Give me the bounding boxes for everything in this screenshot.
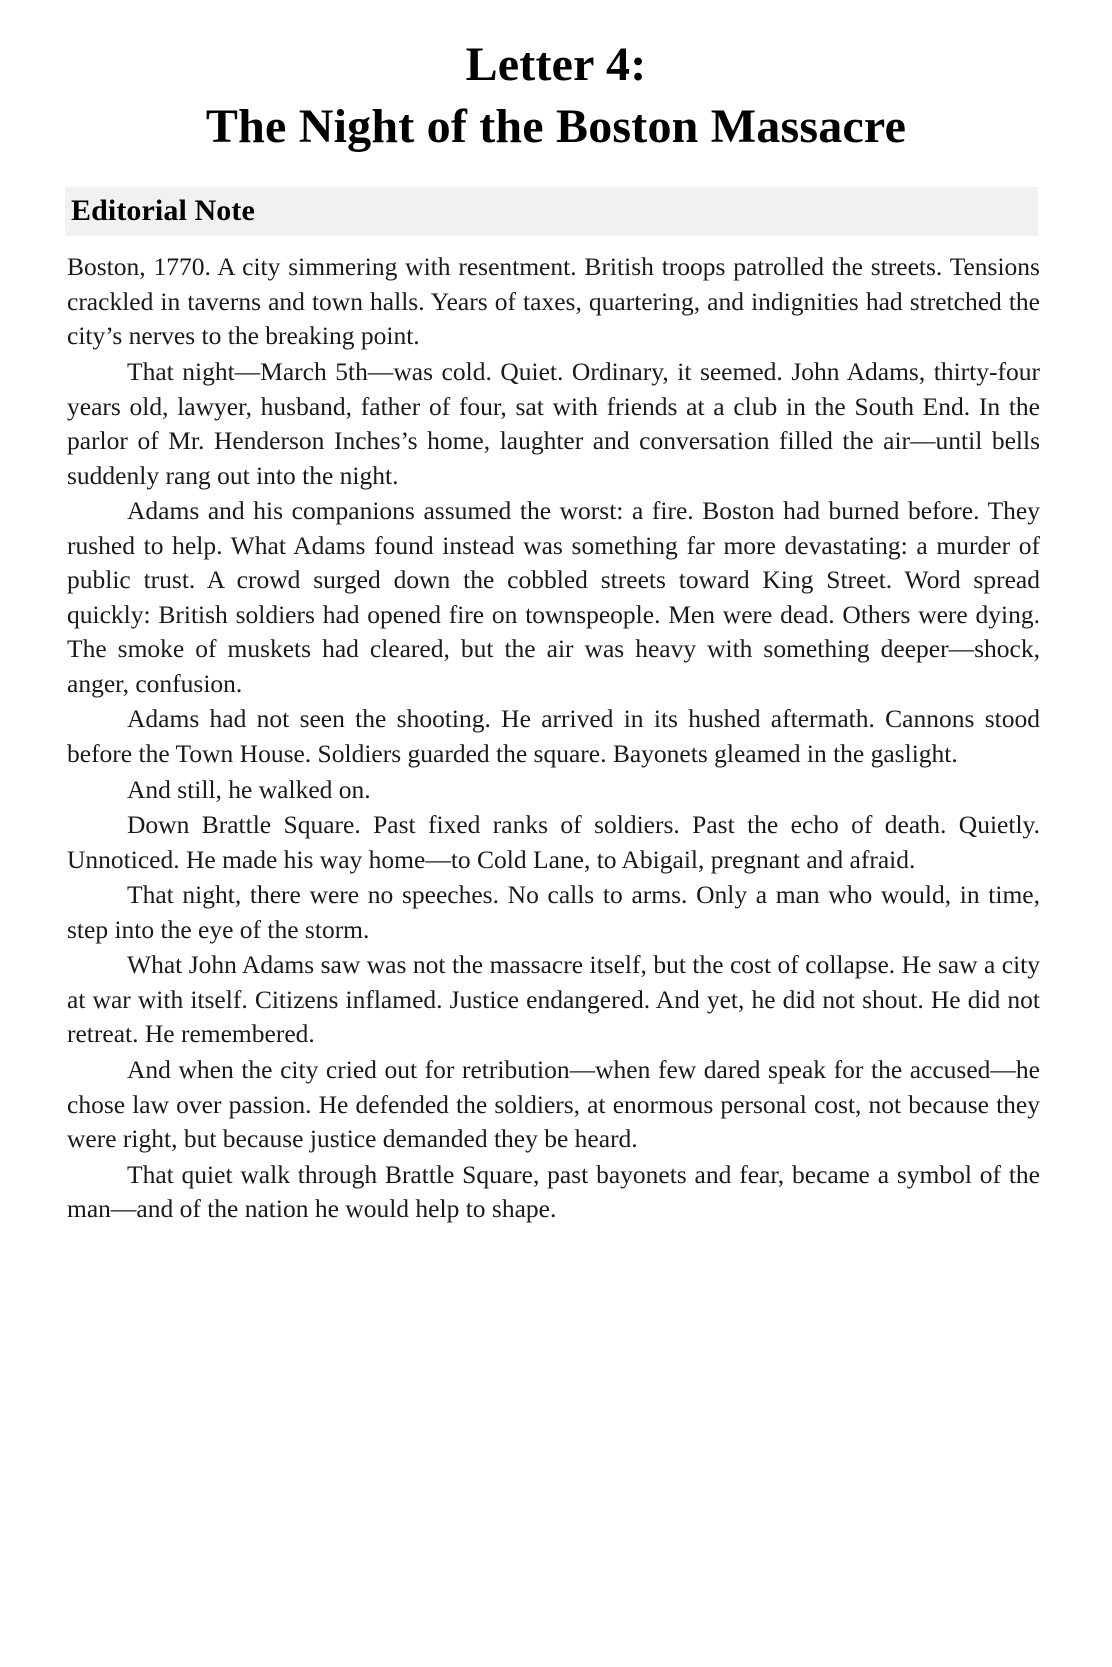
paragraph: And still, he walked on. — [127, 774, 371, 804]
paragraph: Adams and his companions assumed the worst: a fire. Boston had burned before. They rushed to help. What Adams found instead was something far more devastating: a murder of public trust. A crowd surged down the cobbled streets toward King Street. Word spread quickly: British soldiers had opened fire on townspeople. Men were dead. Others were dying. The smoke of muskets had cleared, but the air was heavy with something deeper—shock, anger, confusion. — [67, 496, 1040, 698]
page-title-line-2: The Night of the Boston Massacre — [205, 100, 907, 154]
paragraph: And when the city cried out for retribution—when few dared speak for the accused—he chose law over passion. He defended the soldiers, at enormous personal cost, not because they were right, but because justice demanded they be heard. — [67, 1054, 1040, 1154]
paragraph: What John Adams saw was not the massacre itself, but the cost of collapse. He saw a city at war with itself. Citizens inflamed. Justice endangered. And yet, he did not shout. He did not retreat. He remembered. — [67, 950, 1040, 1049]
paragraph: That quiet walk through Brattle Square, past bayonets and fear, became a symbol of the man—and of the nation he would help to shape. — [67, 1159, 1040, 1224]
page-title-line-1: Letter 4: — [465, 38, 647, 91]
paragraph: Adams had not seen the shooting. He arrived in its hushed aftermath. Cannons stood before the Town House. Soldiers guarded the square. Bayonets gleamed in the gaslight. — [67, 704, 1040, 769]
paragraph: Boston, 1770. A city simmering with resentment. British troops patrolled the streets. Tensions crackled in taverns and town halls. Years of taxes, quartering, and indignities had stretched the city’s nerves to the breaking point. — [67, 252, 1040, 351]
paragraph: Down Brattle Square. Past fixed ranks of soldiers. Past the echo of death. Quietly. Unnoticed. He made his way home—to Cold Lane, to Abigail, pregnant and afraid. — [67, 810, 1040, 874]
paragraph: That night, there were no speeches. No calls to arms. Only a man who would, in time, step into the eye of the storm. — [67, 880, 1040, 944]
section-heading-editorial-note: Editorial Note — [65, 187, 1038, 237]
paragraph: That night—March 5th—was cold. Quiet. Ordinary, it seemed. John Adams, thirty-four years old, lawyer, husband, father of four, sat with friends at a club in the South End. In the parlor of Mr. Henderson Inches’s home, laughter and conversation filled the air—until bells suddenly rang out into the night. — [67, 357, 1040, 490]
page-title — [0, 0, 1112, 159]
body-copy — [67, 236, 1040, 1226]
